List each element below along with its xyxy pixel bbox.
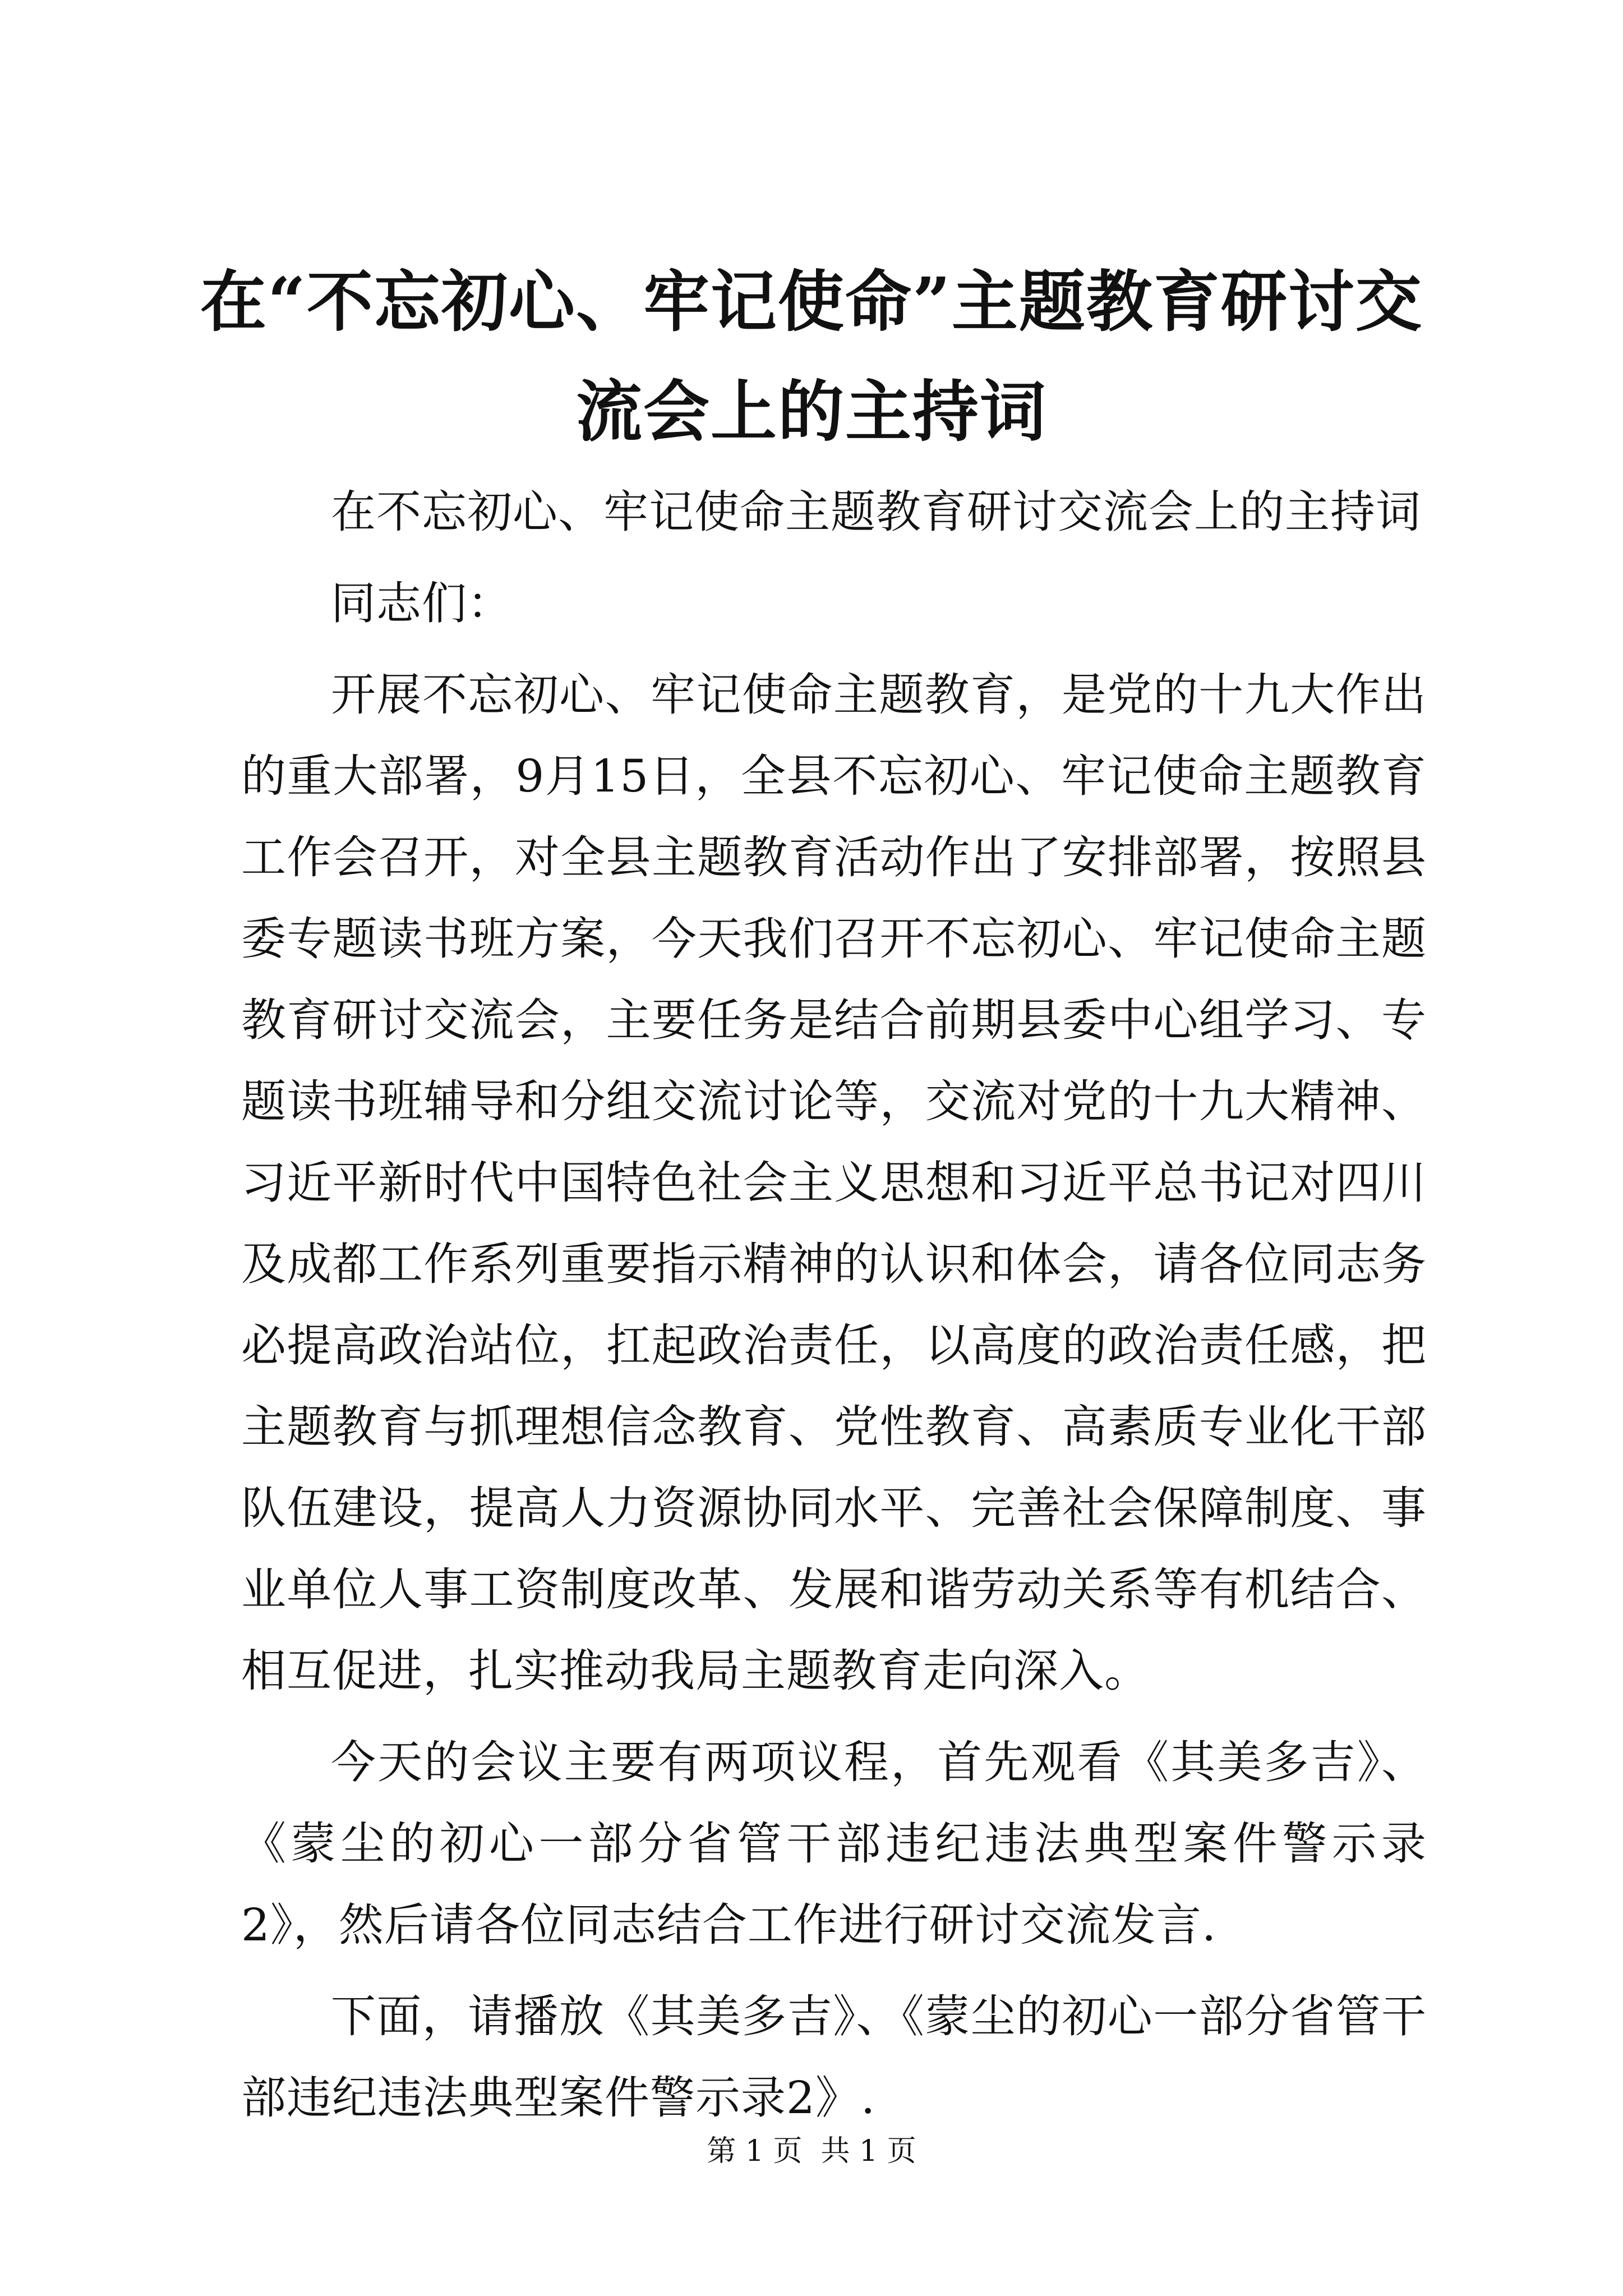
page-footer <box>0 2132 1623 2171</box>
paragraph-subtitle: 在不忘初心、牢记使命主题教育研讨交流会上的主持词 <box>331 486 1421 538</box>
paragraph-next: 下面，请播放《其美多吉》、《蒙尘的初心一部分省管干部违纪违法典型案件警示录2》. <box>241 1990 1427 2124</box>
page-number: 第 1 页 共 1 页 <box>707 2134 916 2168</box>
paragraph-agenda: 今天的会议主要有两项议程，首先观看《其美多吉》、《蒙尘的初心一部分省管干部违纪违法典型案件警示录2》，然后请各位同志结合工作进行研讨交流发言. <box>241 1736 1427 1951</box>
paragraph-main: 开展不忘初心、牢记使命主题教育，是党的十九大作出的重大部署，9月15日，全县不忘初心、牢记使命主题教育工作会召开，对全县主题教育活动作出了安排部署，按照县委专题读书班方案，今天我们召开不忘初心、牢记使命主题教育研讨交流会，主要任务是结合前期县委中心组学习、专题读书班辅导和分组交流讨论等，交流对党的十九大精神、习近平新时代中国特色社会主义思想和习近平总书记对四川及成都工作系列重要指示精神的认识和体会，请各位同志务必提高政治站位，扛起政治责任，以高度的政治责任感，把主题教育与抓理想信念教育、党性教育、高素质专业化干部队伍建设，提高人力资源协同水平、完善社会保障制度、事业单位人事工资制度改革、发展和谐劳动关系等有机结合、相互促进，扎实推动我局主题教育走向深入。 <box>241 669 1427 1697</box>
paragraph-salutation: 同志们： <box>331 577 513 629</box>
document-title: 在“不忘初心、牢记使命”主题教育研讨交流会上的主持词 <box>200 263 1423 450</box>
document-body <box>241 471 1427 2148</box>
